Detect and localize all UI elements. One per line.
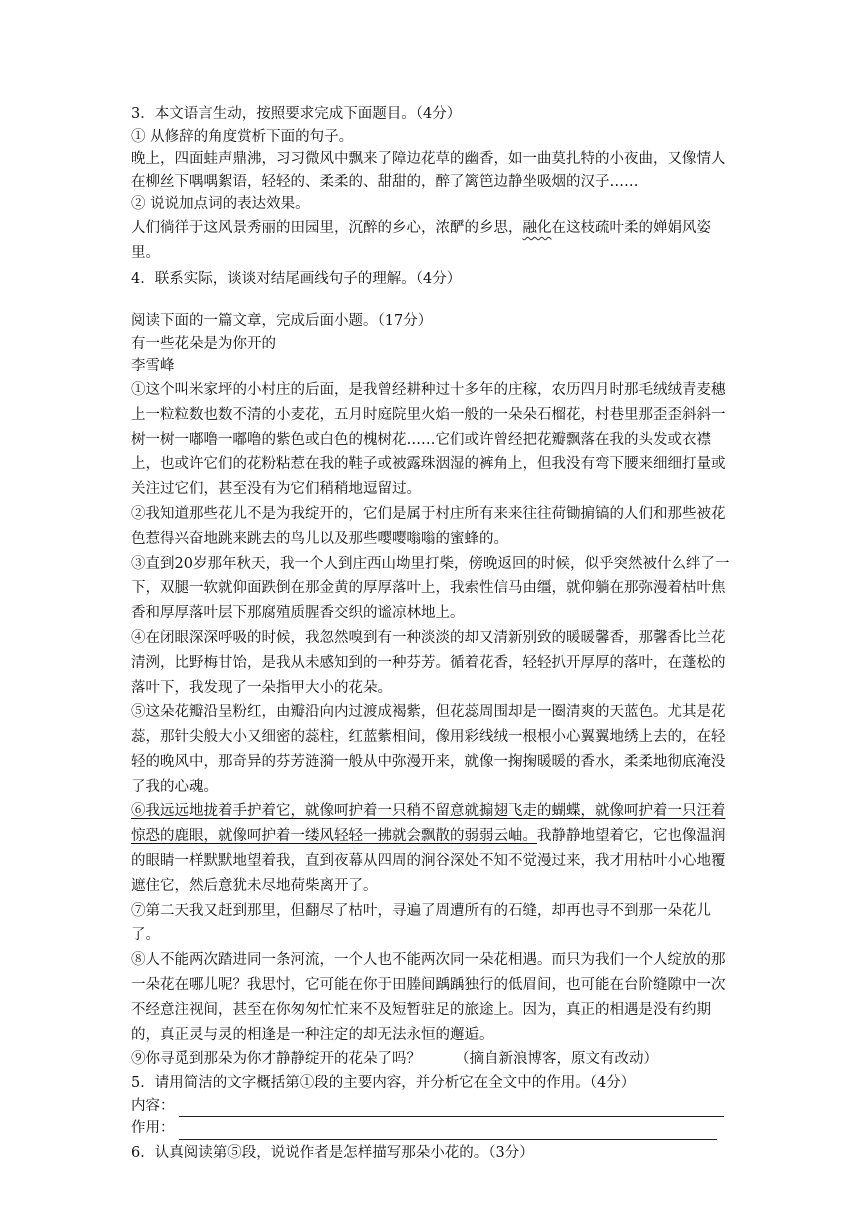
question-4-title: 4．联系实际，谈谈对结尾画线句子的理解。（4分） xyxy=(131,270,462,287)
paragraph-8: ⑧人不能两次踏进同一条河流，一个人也不能两次同一朵花相遇。而只为我们一个人绽放的那一朵花在哪儿呢？我思忖，它可能在你于田塍间踽踽独行的低眉间，也可能在台阶缝隙中一次不经意注视间，甚至在你匆匆忙忙来不及短暂驻足的旅途上。因为，真正的相遇是没有约期的，真正灵与灵的相逢是一种注定的却无法永恒的邂逅。 xyxy=(131,952,726,1043)
content-answer-row xyxy=(131,1095,739,1118)
paragraph-6: ⑥我远远地拢着手护着它，就像呵护着一只稍不留意就搧翅飞走的蝴蝶，就像呵护着一只汪着惊恐的鹿眼，就像呵护着一缕风轻轻一拂就会飘散的弱弱云岫。我静静地望着它，它也像温润的眼睛一样默默地望着我，直到夜幕从四周的涧谷深处不知不觉漫过来，我才用枯叶小心地覆遮住它，然后意犹未尽地荷柴离开了。 xyxy=(131,803,726,894)
content-label: 内容： xyxy=(131,1097,175,1114)
paragraph-4: ④在闭眼深深呼吸的时候，我忽然嗅到有一种淡淡的却又清新别致的暖暖馨香，那馨香比兰花清洌，比野梅甘饴，是我从未感知到的一种芬芳。循着花香，轻轻扒开厚厚的落叶，在蓬松的落叶下，我发现了一朵指甲大小的花朵。 xyxy=(131,629,726,696)
paragraph-2: ②我知道那些花儿不是为我绽开的，它们是属于村庄所有来来往往荷锄掮镐的人们和那些被花色惹得兴奋地跳来跳去的鸟儿以及那些嘤嘤嗡嗡的蜜蜂的。 xyxy=(131,505,726,547)
document-content xyxy=(131,103,739,1165)
question-5-title: 5．请用简洁的文字概括第①段的主要内容，并分析它在全文中的作用。（4分） xyxy=(131,1075,636,1092)
paragraph-3: ③直到20岁那年秋天，我一个人到庄西山坳里打柴，傍晚返回的时候，似乎突然被什么绊了一下，双腿一软就仰面跌倒在那金黄的厚厚落叶上，我索性信马由缰，就仰躺在那弥漫着枯叶焦香和厚厚落叶层下那腐殖质腥香交织的谧凉林地上。 xyxy=(131,555,730,622)
question-3-sub-2: ② 说说加点词的表达效果。 xyxy=(131,196,310,213)
article-title: 有一些花朵是为你开的 xyxy=(131,335,276,352)
effect-label: 作用： xyxy=(131,1120,175,1137)
effect-answer-line[interactable] xyxy=(179,1124,717,1140)
content-answer-line[interactable] xyxy=(179,1101,724,1117)
question-3-sub-1: ① 从修辞的角度赏析下面的句子。 xyxy=(131,128,354,145)
paragraph-1: ①这个叫米家坪的小村庄的后面，是我曾经耕种过十多年的庄稼，农历四月时那毛绒绒青麦穗上一粒粒数也数不清的小麦花，五月时庭院里火焰一般的一朵朵石榴花，村巷里那歪歪斜斜一树一树一嘟噜一嘟噜的紫色或白色的槐树花……它们或许曾经把花瓣飘落在我的头发或衣襟上，也或许它们的花粉粘惹在我的鞋子或被露珠洇湿的裤角上，但我没有弯下腰来细细打量或关注过它们，甚至没有为它们稍稍地逗留过。 xyxy=(131,381,726,498)
dotted-word: 融化 xyxy=(522,219,552,236)
reading-intro: 阅读下面的一篇文章，完成后面小题。（17分） xyxy=(131,313,433,330)
question-3-sub-1-text: 晚上，四面蛙声鼎沸，习习微风中飘来了障边花草的幽香，如一曲莫扎特的小夜曲，又像情人在柳丝下喁喁絮语，轻轻的、柔柔的、甜甜的，醉了篱笆边静坐吸烟的汉子…… xyxy=(131,151,726,190)
question-3-sub-2-text: 人们徜徉于这风景秀丽的田园里，沉醉的乡心，浓酽的乡思，融化在这枝疏叶柔的婵娟风姿里。 xyxy=(131,219,711,261)
question-3-title: 3．本文语言生动，按照要求完成下面题目。（4分） xyxy=(131,106,462,122)
paragraph-5: ⑤这朵花瓣沿呈粉红，由瓣沿向内过渡成褐紫，但花蕊周围却是一圈清爽的天蓝色。尤其是花蕊，那针尖般大小又细密的蕊柱，红蓝紫相间，像用彩线绒一根根小心翼翼地绣上去的，在轻轻的晚风中，那奇异的芬芳涟漪一般从中弥漫开来，就像一掬掬暖暖的香水，柔柔地彻底淹没了我的心魂。 xyxy=(131,704,726,795)
section-gap xyxy=(131,290,739,310)
underlined-sentence: ⑥我远远地拢着手护着它，就像呵护着一只稍不留意就搧翅飞走的蝴蝶，就像呵护着一只汪着惊恐的鹿眼，就像呵护着一缕风轻轻一拂就会飘散的弱弱云岫。 xyxy=(131,803,726,845)
source-note: （摘自新浪博客，原文有改动） xyxy=(455,1051,658,1068)
paragraph-9: ⑨你寻觅到那朵为你才静静绽开的花朵了吗？ （摘自新浪博客，原文有改动） xyxy=(131,1051,658,1068)
article-author: 李雪峰 xyxy=(131,358,175,375)
effect-answer-row xyxy=(131,1117,739,1140)
paragraph-7: ⑦第二天我又赶到那里，但翻尽了枯叶，寻遍了周遭所有的石缝，却再也寻不到那一朵花儿了。 xyxy=(131,902,711,944)
question-6-title: 6．认真阅读第⑤段，说说作者是怎样描写那朵小花的。（3分） xyxy=(131,1145,534,1162)
